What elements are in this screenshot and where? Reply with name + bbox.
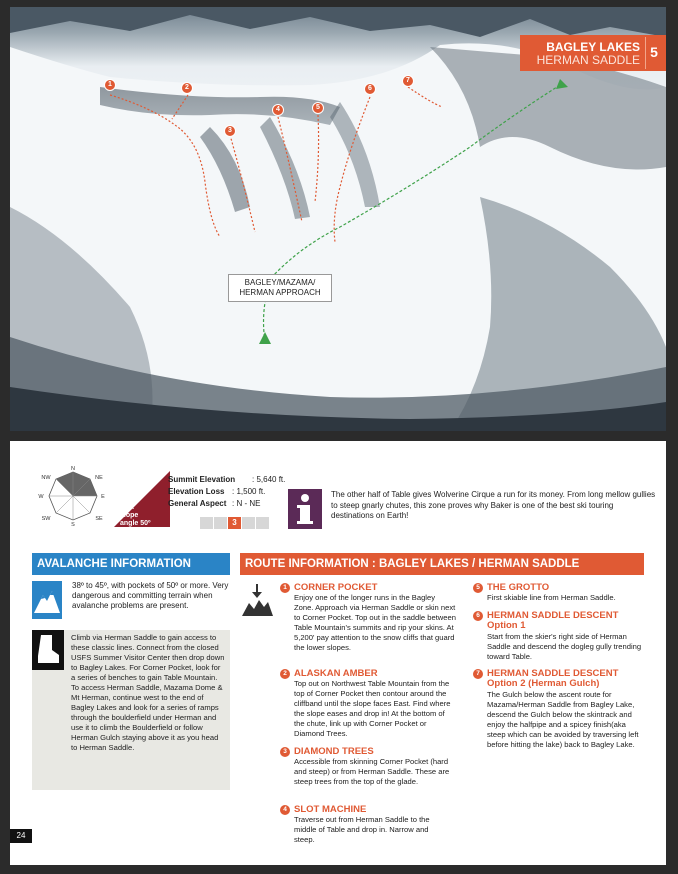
route-title: SLOT MACHINE: [294, 804, 367, 815]
zone-intro: The other half of Table gives Wolverine Cirque a run for its money. From long mellow gullies to steep gnarly chutes, this zone proves why Baker is one of the best ski touring destinations on Earth!: [331, 490, 656, 520]
slope-angle-label: max slope angle 50º: [120, 504, 151, 527]
svg-text:NE: NE: [95, 475, 103, 481]
zone-number: 5: [650, 44, 658, 60]
route-marker-7[interactable]: 7: [402, 75, 414, 87]
approach-label: BAGLEY/MAZAMA/ HERMAN APPROACH: [228, 274, 332, 302]
access-text: Climb via Herman Saddle to gain access to these classic lines. Connect from the closed USFS Summer Visitor Center then drop down to Bagley Lakes. For Corner Pocket, look for a series of benches to gain Table Mountain. To access Herman Saddle, Mazama Dome & Mt Herman, continue west to the end of Bagley Lakes and look for a series of ramps through the boulderfield under Herman and use it to climb the Boulderfield or follow Herman Gulch staying above it as you head to Herman Saddle.: [71, 633, 225, 752]
guide-page: N NE E SE S SW W NW max slope angle 50º Summit Elevation : 5,640 ft. Elevation Loss : 1,500 ft. General Aspect : N - NE 3 The other half of Table gives Wolverine Cirque a run for its money. From long mellow gullies to steep gnarly chutes, this zone proves why Baker is one of the best ski touring destinations on Earth! AVALANCHE INFORMATION ROUTE INFORMATION : BAGLEY LAKES / HERMAN SADDLE 38º to 45º, with pockets of 50º or more. Very dangerous and committing terrain when avalanche problems are present. Climb via Herman Saddle to gain access to these classic lines. Connect from the closed USFS Summer Visitor Center then drop down to Bagley Lakes. For Corner Pocket, look for a series of benches to gain Table Mountain. To access Herman Saddle, Mazama Dome & Mt Herman, continue west to the end of Bagley Lakes and look for a series of ramps through the boulderfield under Herman and use it to climb the Boulderfield or follow Herman Gulch staying above it as you head to Herman Saddle. 1 CORNER POCKET Enjoy one of the longer runs in the Bagley Zone. Approach via Herman Saddle or skin next to Corner Pocket. Top out in the saddle between Table Mountain's summits and rip your skins. At 5,200' pay attention to the snow cliffs that guard the lower slopes. 2 ALASKAN AMBER Top out on Northwest Table Mountain from the top of Corner Pocket then contour around the cliffband until the slope faces East. Find where the slope eases and drop in! At the bottom of the chute, link up with Corner Pocket or Diamond Trees. 3 DIAMOND TREES Accessible from skinning Corner Pocket (hard and steep) or from Herman Saddle. These are steep trees from the top of the glade. 4 SLOT MACHINE Traverse out from Herman Saddle to the middle of Table and drop in. Narrow and steep. 5 THE GROTTO First skiable line from Herman Saddle. 6 HERMAN SADDLE DESCENT Option 1 Start from the skier's right side of Herman Saddle and descend the dogleg gully trending toward Table. 7 HERMAN SADDLE DESCENT Option 2 (Herman Gulch) The Gulch below the ascent route for Mazama/Herman Saddle from Bagley Lake, descend the Gulch below the skintrack and enjoy the halfpipe and a spicey finish(aka steep which can be avoided by traversing left before hitting the lake) back to Bagley Lake. 24: [10, 441, 666, 865]
boot-icon: [32, 630, 64, 670]
zone-subtitle: HERMAN SADDLE: [536, 53, 640, 67]
route-subtitle: Option 1: [487, 620, 526, 631]
route-title: HERMAN SADDLE DESCENT: [487, 668, 619, 679]
avalanche-text: 38º to 45º, with pockets of 50º or more. Very dangerous and committing terrain when avalanche problems are present.: [72, 581, 229, 610]
page-number: 24: [10, 829, 32, 843]
svg-text:E: E: [101, 494, 105, 500]
svg-text:S: S: [71, 522, 75, 527]
summit-elevation: Summit Elevation : 5,640 ft.: [168, 475, 286, 484]
route-marker-5[interactable]: 5: [312, 102, 324, 114]
route-subtitle: Option 2 (Herman Gulch): [487, 678, 600, 689]
descent-icon: [240, 583, 274, 617]
route-desc: Traverse out from Herman Saddle to the middle of Table and drop in. Narrow and steep.: [294, 815, 430, 844]
mountain-icon: [32, 581, 62, 619]
general-aspect: General Aspect : N - NE: [168, 499, 261, 508]
zone-title: BAGLEY LAKES: [546, 40, 640, 54]
svg-text:W: W: [38, 494, 44, 500]
mountain-photo: [10, 7, 666, 431]
svg-text:N: N: [71, 466, 75, 472]
svg-text:SW: SW: [41, 516, 51, 522]
route-marker-4[interactable]: 4: [272, 104, 284, 116]
route-desc: First skiable line from Herman Saddle.: [487, 593, 616, 602]
route-desc: The Gulch below the ascent route for Mazama/Herman Saddle from Bagley Lake, descend the Gulch below the skintrack and enjoy the halfpipe and a spicey finish(aka steep which can be avoided by traversing left before hitting the lake) back to Bagley Lake.: [487, 690, 639, 749]
zone-title-box: [520, 35, 666, 71]
aspect-compass-icon: [32, 465, 114, 527]
route-desc: Start from the skier's right side of Herman Saddle and descend the dogleg gully trending toward Table.: [487, 632, 642, 661]
svg-text:SE: SE: [95, 516, 103, 522]
route-marker-2[interactable]: 2: [181, 82, 193, 94]
difficulty-value: 3: [228, 517, 241, 529]
avalanche-header: AVALANCHE INFORMATION: [32, 553, 230, 575]
info-icon: [288, 489, 322, 529]
route-title: DIAMOND TREES: [294, 746, 374, 757]
route-desc: Top out on Northwest Table Mountain from the top of Corner Pocket then contour around the cliffband until the slope faces East. Find where the slope eases and drop in! At the bottom of the chute, link up with Corner Pocket or Diamond Trees.: [294, 679, 451, 738]
route-marker-1[interactable]: 1: [104, 79, 116, 91]
route-title: ALASKAN AMBER: [294, 668, 378, 679]
elevation-loss: Elevation Loss : 1,500 ft.: [168, 487, 266, 496]
route-desc: Enjoy one of the longer runs in the Bagley Zone. Approach via Herman Saddle or skin next to Corner Pocket. Top out in the saddle between Table Mountain's summits and rip your skins. At 5,200' pay attention to the snow cliffs that guard the lower slopes.: [294, 593, 456, 652]
route-title: CORNER POCKET: [294, 582, 378, 593]
route-desc: Accessible from skinning Corner Pocket (hard and steep) or from Herman Saddle. These are steep trees from the top of the glade.: [294, 757, 450, 786]
route-title: HERMAN SADDLE DESCENT: [487, 610, 619, 621]
svg-text:NW: NW: [41, 475, 51, 481]
route-header: ROUTE INFORMATION : BAGLEY LAKES / HERMAN SADDLE: [240, 553, 644, 575]
route-title: THE GROTTO: [487, 582, 550, 593]
route-marker-6[interactable]: 6: [364, 83, 376, 95]
route-marker-3[interactable]: 3: [224, 125, 236, 137]
